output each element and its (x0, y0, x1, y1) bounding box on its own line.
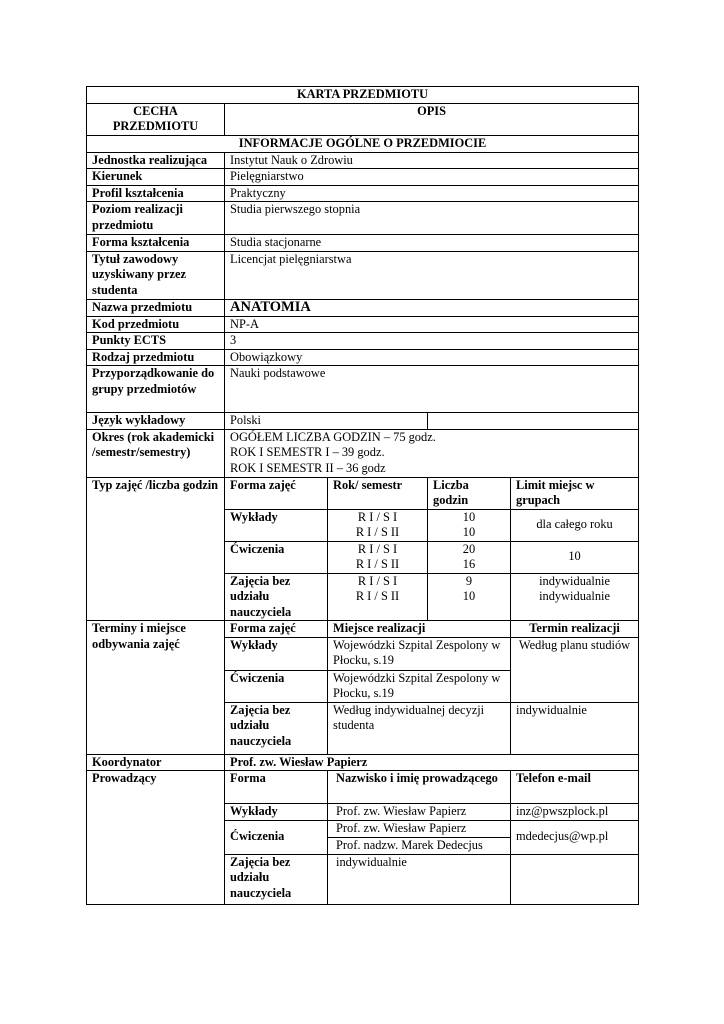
teachers-name: Prof. zw. Wiesław Papierz (328, 820, 511, 837)
unit-value: Instytut Nauk o Zdrowiu (225, 152, 639, 169)
classes-form: Ćwiczenia (225, 541, 328, 573)
code-label: Kod przedmiotu (87, 316, 225, 333)
code-value: NP-A (225, 316, 639, 333)
period-total: OGÓŁEM LICZBA GODZIN – 75 godz. (230, 429, 436, 444)
classes-label: Typ zajęć /liczba godzin (87, 477, 225, 621)
period-semester-2: ROK I SEMESTR II – 36 godz (230, 460, 386, 475)
classes-year: R I / S I R I / S II (328, 541, 428, 573)
terms-term: indywidualnie (511, 702, 639, 754)
classes-year: R I / S I R I / S II (328, 509, 428, 541)
form-value: Studia stacjonarne (225, 235, 639, 252)
classes-header-hours: Liczba godzin (428, 477, 511, 509)
teachers-header-name: Nazwisko i imię prowadzącego (328, 771, 511, 804)
subject-name-value: ANATOMIA (225, 299, 639, 316)
document-title: KARTA PRZEDMIOTU (87, 87, 639, 104)
language-empty-cell (428, 413, 639, 430)
teachers-contact-empty (511, 854, 639, 904)
terms-place: Wojewódzki Szpital Zespolony w Płocku, s.19 (328, 670, 511, 702)
teachers-label: Prowadzący (87, 771, 225, 905)
classes-form: Wykłady (225, 509, 328, 541)
type-label: Rodzaj przedmiotu (87, 349, 225, 366)
unit-label: Jednostka realizująca (87, 152, 225, 169)
period-value (225, 429, 639, 477)
terms-place: Według indywidualnej decyzji studenta (328, 702, 511, 754)
coordinator-value: Prof. zw. Wiesław Papierz (225, 754, 639, 771)
teachers-contact: mdedecjus@wp.pl (511, 820, 639, 854)
terms-place: Wojewódzki Szpital Zespolony w Płocku, s.19 (328, 637, 511, 670)
classes-form: Zajęcia bez udziału nauczyciela (225, 573, 328, 621)
direction-label: Kierunek (87, 169, 225, 186)
classes-limit: dla całego roku (511, 509, 639, 541)
classes-hours: 20 16 (428, 541, 511, 573)
teachers-name: indywidualnie (328, 854, 511, 904)
form-label: Forma kształcenia (87, 235, 225, 252)
profile-value: Praktyczny (225, 185, 639, 202)
terms-shared-term: Według planu studiów (511, 637, 639, 702)
header-description: OPIS (225, 103, 639, 135)
terms-form: Wykłady (225, 637, 328, 670)
terms-header-form: Forma zajęć (225, 621, 328, 638)
subject-name-label: Nazwa przedmiotu (87, 299, 225, 316)
classes-hours: 9 10 (428, 573, 511, 621)
teachers-name: Prof. zw. Wiesław Papierz (328, 804, 511, 821)
classes-header-limit: Limit miejsc w grupach (511, 477, 639, 509)
period-semester-1: ROK I SEMESTR I – 39 godz. (230, 445, 385, 459)
teachers-form: Zajęcia bez udziału nauczyciela (225, 854, 328, 904)
teachers-header-form: Forma (225, 771, 328, 804)
classes-hours: 10 10 (428, 509, 511, 541)
language-value: Polski (225, 413, 428, 430)
teachers-header-contact: Telefon e-mail (511, 771, 639, 804)
classes-header-form: Forma zajęć (225, 477, 328, 509)
classes-limit: indywidualnie indywidualnie (511, 573, 639, 621)
classes-limit: 10 (511, 541, 639, 573)
section-title: INFORMACJE OGÓLNE O PRZEDMIOCIE (87, 135, 639, 152)
teachers-contact: inz@pwszplock.pl (511, 804, 639, 821)
level-label: Poziom realizacji przedmiotu (87, 202, 225, 235)
period-label: Okres (rok akademicki /semestr/semestry) (87, 429, 225, 477)
group-label: Przyporządkowanie do grupy przedmiotów (87, 366, 225, 413)
terms-label: Terminy i miejsce odbywania zajęć (87, 621, 225, 755)
terms-form: Ćwiczenia (225, 670, 328, 702)
level-value: Studia pierwszego stopnia (225, 202, 639, 235)
terms-form: Zajęcia bez udziału nauczyciela (225, 702, 328, 754)
teachers-name: Prof. nadzw. Marek Dedecjus (328, 837, 511, 854)
degree-label: Tytuł zawodowy uzyskiwany przez studenta (87, 251, 225, 299)
classes-header-year: Rok/ semestr (328, 477, 428, 509)
ects-label: Punkty ECTS (87, 333, 225, 350)
group-value: Nauki podstawowe (225, 366, 639, 413)
course-card-table (86, 86, 639, 905)
language-label: Język wykładowy (87, 413, 225, 430)
classes-year: R I / S I R I / S II (328, 573, 428, 621)
degree-value: Licencjat pielęgniarstwa (225, 251, 639, 299)
teachers-form: Ćwiczenia (225, 820, 328, 854)
type-value: Obowiązkowy (225, 349, 639, 366)
ects-value: 3 (225, 333, 639, 350)
teachers-form: Wykłady (225, 804, 328, 821)
terms-header-term: Termin realizacji (511, 621, 639, 638)
direction-value: Pielęgniarstwo (225, 169, 639, 186)
coordinator-label: Koordynator (87, 754, 225, 771)
profile-label: Profil kształcenia (87, 185, 225, 202)
header-feature: CECHA PRZEDMIOTU (87, 103, 225, 135)
terms-header-place: Miejsce realizacji (328, 621, 511, 638)
